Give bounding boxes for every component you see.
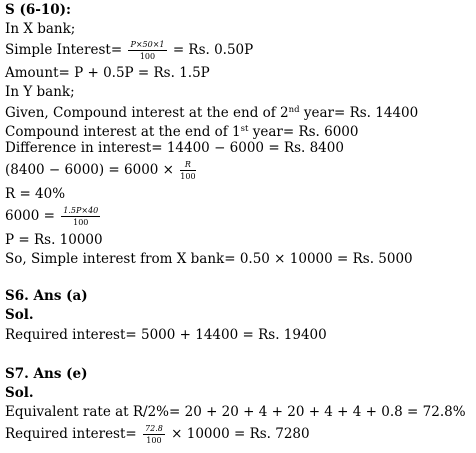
s7-heading: S7. Ans (e) xyxy=(5,366,88,382)
given-suffix: year= Rs. 14400 xyxy=(299,105,419,121)
eq2-denominator: 100 xyxy=(73,218,89,227)
s7-sol-label: Sol. xyxy=(5,385,34,401)
amount-line: Amount= P + 0.5P = Rs. 1.5P xyxy=(5,65,210,81)
ci1-sup: st xyxy=(240,124,249,134)
eq2-numerator: 1.5P×40 xyxy=(63,206,99,215)
si-numerator: P×50×1 xyxy=(130,40,165,49)
ci-first-year-line xyxy=(5,120,358,141)
si-suffix: = Rs. 0.50P xyxy=(172,42,254,58)
given-prefix: Given, Compound interest at the end of 2 xyxy=(5,105,289,121)
si-denominator: 100 xyxy=(139,52,156,61)
s7-req-suffix: × 10000 = Rs. 7280 xyxy=(171,426,310,442)
difference-line: Difference in interest= 14400 − 6000 = Rs. 8400 xyxy=(5,140,344,156)
ci1-prefix: Compound interest at the end of 1 xyxy=(5,124,241,140)
si-prefix: Simple Interest= xyxy=(5,42,123,58)
equation-1-line xyxy=(5,160,198,181)
given-sup: nd xyxy=(288,105,300,115)
eq1-numerator: R xyxy=(180,160,195,171)
so-simple-interest-line: So, Simple interest from X bank= 0.50 × 10000 = Rs. 5000 xyxy=(5,251,413,267)
eq1-denominator: 100 xyxy=(180,172,196,181)
eq2-fraction xyxy=(61,206,100,227)
s7-required-line xyxy=(5,424,310,445)
principal-line: P = Rs. 10000 xyxy=(5,232,103,248)
s6-heading: S6. Ans (a) xyxy=(5,288,88,304)
s6-sol-label: Sol. xyxy=(5,307,34,323)
x-bank-label: In X bank; xyxy=(5,21,76,37)
eq2-prefix: 6000 = xyxy=(5,208,55,224)
eq1-prefix: (8400 − 6000) = 6000 × xyxy=(5,162,174,178)
s6-answer-line: Required interest= 5000 + 14400 = Rs. 19400 xyxy=(5,327,327,343)
rate-line: R = 40% xyxy=(5,186,66,202)
si-fraction xyxy=(128,40,166,61)
s7-req-numerator: 72.8 xyxy=(145,424,163,433)
section-heading: S (6-10): xyxy=(5,2,71,18)
eq1-fraction xyxy=(180,160,195,181)
s7-req-fraction xyxy=(143,424,165,445)
given-ci-line xyxy=(5,101,418,122)
s7-rate-line: Equivalent rate at R/2%= 20 + 20 + 4 + 20 + 4 + 4 + 0.8 = 72.8% xyxy=(5,404,466,420)
s7-req-prefix: Required interest= xyxy=(5,426,137,442)
s7-req-denominator: 100 xyxy=(146,436,162,445)
ci1-suffix: year= Rs. 6000 xyxy=(248,124,359,140)
equation-2-line xyxy=(5,206,102,227)
y-bank-label: In Y bank; xyxy=(5,84,75,100)
simple-interest-line xyxy=(5,40,253,61)
